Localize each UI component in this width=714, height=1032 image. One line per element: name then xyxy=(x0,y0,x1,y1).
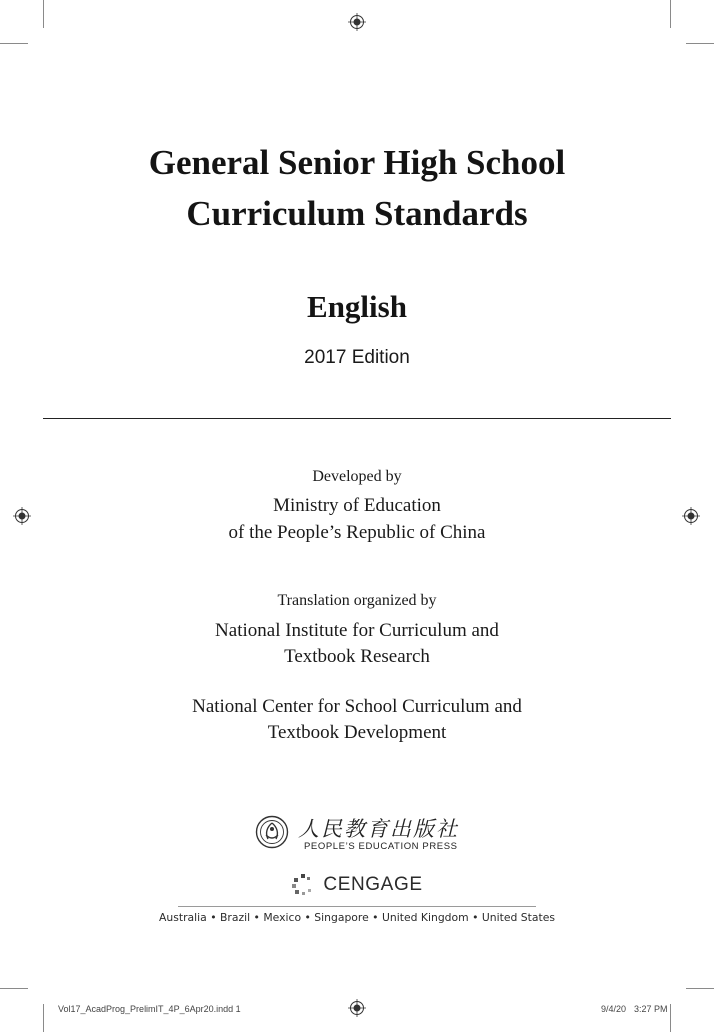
crop-mark-bottom-left-vertical xyxy=(43,1004,44,1032)
pep-emblem-icon xyxy=(255,815,289,849)
pep-logo xyxy=(255,812,465,854)
translation-org1-line-1: National Institute for Curriculum and xyxy=(215,620,499,641)
crop-mark-top-left-vertical xyxy=(43,0,44,28)
translation-label: Translation organized by xyxy=(277,592,437,609)
registration-mark-icon xyxy=(348,999,366,1017)
developer-line-2: of the People’s Republic of China xyxy=(228,522,486,543)
translation-org1-line-2: Textbook Research xyxy=(284,646,430,667)
subject-heading: English xyxy=(307,289,407,324)
title-line-1: General Senior High School xyxy=(148,143,566,182)
edition-label: 2017 Edition xyxy=(304,347,410,368)
crop-mark-top-right-vertical xyxy=(670,0,671,28)
pep-english-name: PEOPLE’S EDUCATION PRESS xyxy=(304,841,458,852)
registration-mark-icon xyxy=(348,13,366,31)
cengage-divider xyxy=(178,906,536,907)
cengage-dots-icon xyxy=(291,873,315,897)
crop-mark-bottom-left-horizontal xyxy=(0,988,28,989)
print-slug-time: 3:27 PM xyxy=(634,1004,668,1014)
cengage-locations: Australia • Brazil • Mexico • Singapore • United Kingdom • United States xyxy=(159,911,555,924)
print-slug-filename: Vol17_AcadProg_PrelimIT_4P_6Apr20.indd 1 xyxy=(58,1004,241,1014)
developed-by-label: Developed by xyxy=(312,468,402,485)
cengage-name: CENGAGE xyxy=(323,874,423,895)
translation-org2-line-2: Textbook Development xyxy=(267,722,447,743)
crop-mark-top-right-horizontal xyxy=(686,43,714,44)
translation-org2-line-1: National Center for School Curriculum and xyxy=(192,696,522,717)
cengage-logo xyxy=(0,873,714,899)
print-slug-date: 9/4/20 xyxy=(601,1004,627,1014)
crop-mark-bottom-right-horizontal xyxy=(686,988,714,989)
title-line-2: Curriculum Standards xyxy=(186,194,528,233)
crop-mark-top-left-horizontal xyxy=(0,43,28,44)
crop-mark-bottom-right-vertical xyxy=(670,1004,671,1032)
developer-line-1: Ministry of Education xyxy=(273,495,441,516)
pep-chinese-name: 人民教育出版社 xyxy=(298,817,459,841)
horizontal-divider xyxy=(43,418,671,419)
